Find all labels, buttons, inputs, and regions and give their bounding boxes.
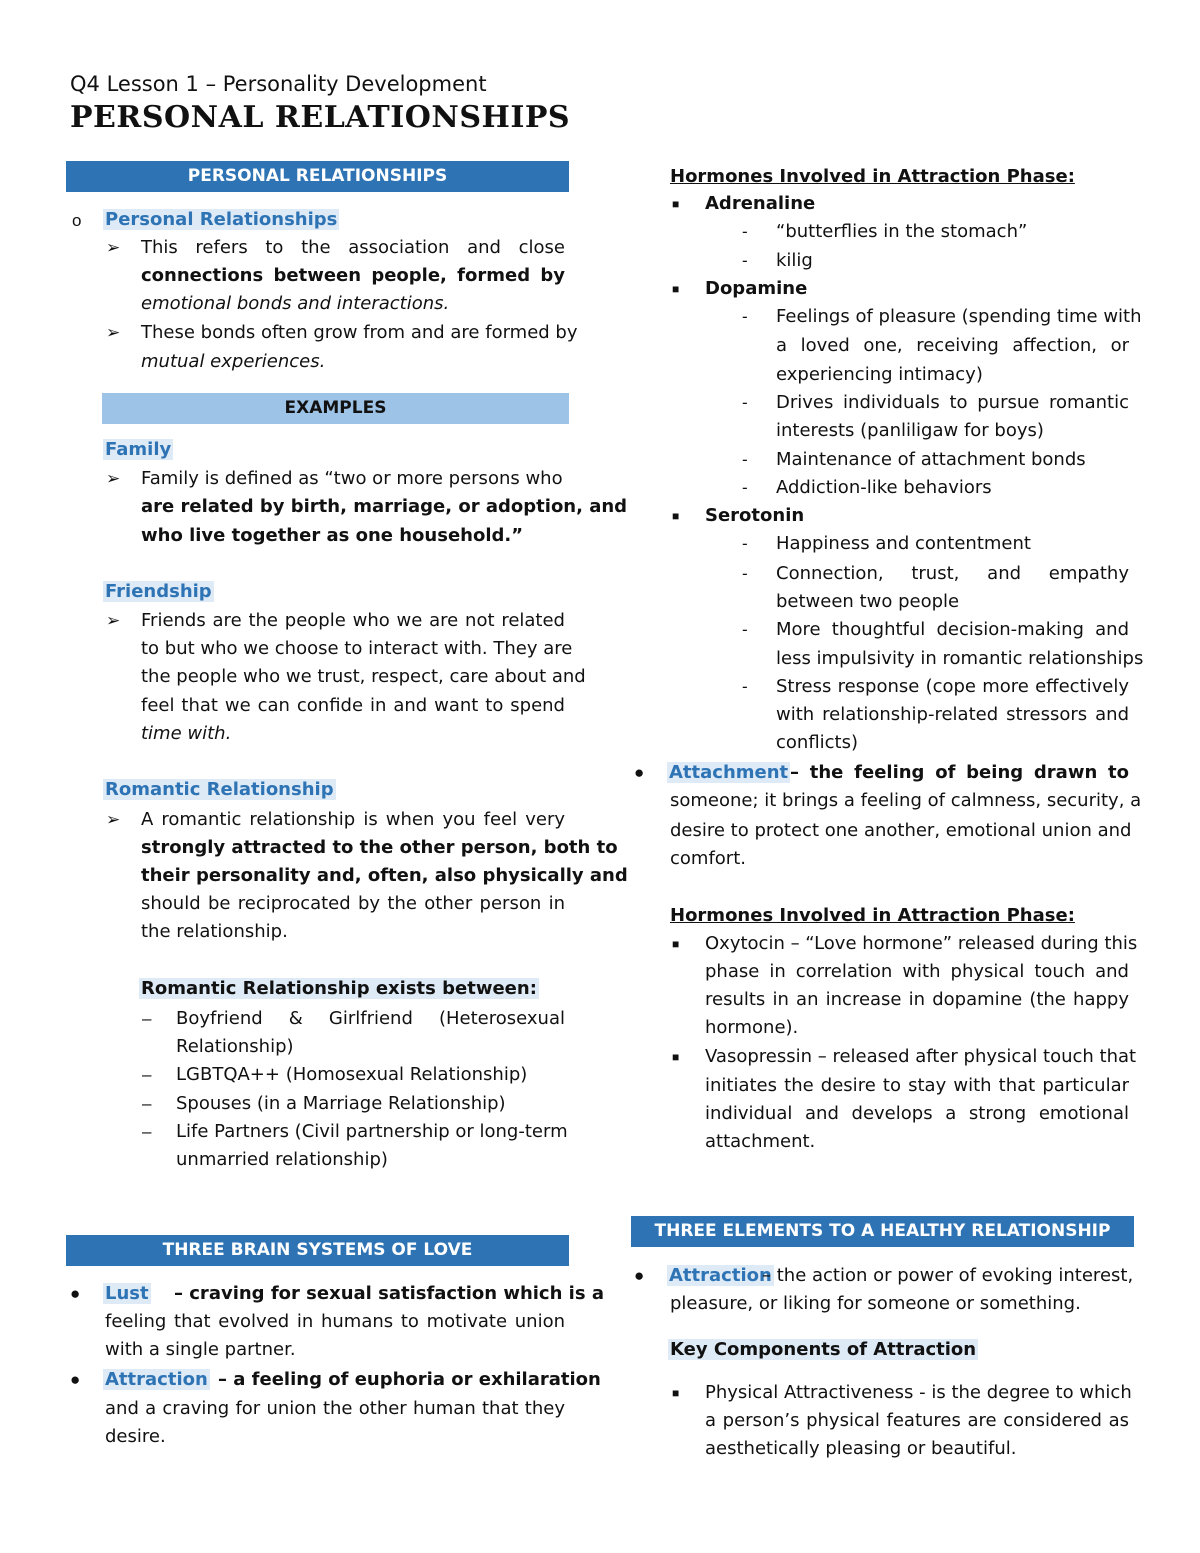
dash-bullet: -	[742, 251, 748, 270]
family-line-1: Family is defined as “two or more persons who	[141, 468, 563, 489]
romantic-exists-heading: Romantic Relationship exists between:	[141, 978, 537, 999]
hormone-adrenaline: Adrenaline	[705, 193, 816, 214]
term-friendship: Friendship	[105, 581, 212, 602]
square-bullet-icon: ■	[672, 197, 680, 211]
friend-line-1: Friends are the people who we are not related	[141, 610, 565, 631]
arrow-bullet-icon: ➢	[106, 611, 121, 630]
dopamine-item-2b: interests (panliligaw for boys)	[776, 420, 1044, 441]
dash-bullet: –	[142, 1122, 152, 1141]
square-bullet-icon: ■	[672, 937, 680, 951]
square-bullet-icon: ■	[672, 282, 680, 296]
dash-bullet: -	[742, 478, 748, 497]
friend-line-4: feel that we can confide in and want to spend	[141, 695, 565, 716]
arrow-bullet-icon: ➢	[106, 469, 121, 488]
dash-bullet: -	[742, 620, 748, 639]
dopamine-item-4: Addiction-like behaviors	[776, 477, 992, 498]
dopamine-item-3: Maintenance of attachment bonds	[776, 449, 1086, 470]
arrow-bullet-icon: ➢	[106, 810, 121, 829]
example-1a: Boyfriend & Girlfriend (Heterosexual	[176, 1008, 565, 1029]
adrenaline-item-2: kilig	[776, 250, 813, 271]
vasopressin-line-3: individual and develops a strong emotional	[705, 1103, 1129, 1124]
physical-line-1: Physical Attractiveness - is the degree to which	[705, 1382, 1132, 1403]
hormones-heading-2: Hormones Involved in Attraction Phase:	[670, 905, 1075, 926]
vasopressin-line-4: attachment.	[705, 1131, 816, 1152]
attraction-line-1: – a feeling of euphoria or exhilaration	[218, 1369, 601, 1390]
section-bar-brain-systems: THREE BRAIN SYSTEMS OF LOVE	[66, 1235, 569, 1266]
dash-bullet: -	[742, 534, 748, 553]
lesson-subtitle: Q4 Lesson 1 – Personality Development	[70, 72, 487, 96]
serotonin-item-3a: More thoughtful decision-making and	[776, 619, 1129, 640]
square-bullet-icon: ■	[672, 1386, 680, 1400]
page-title: PERSONAL RELATIONSHIPS	[70, 100, 571, 135]
lust-line-1: – craving for sexual satisfaction which is a	[174, 1283, 604, 1304]
vasopressin-line-2: initiates the desire to stay with that particular	[705, 1075, 1129, 1096]
oxytocin-line-2: phase in correlation with physical touch and	[705, 961, 1129, 982]
physical-line-3: aesthetically pleasing or beautiful.	[705, 1438, 1017, 1459]
example-1b: Relationship)	[176, 1036, 294, 1057]
hormone-dopamine: Dopamine	[705, 278, 808, 299]
example-4a: Life Partners (Civil partnership or long-term	[176, 1121, 568, 1142]
attachment-line-2: someone; it brings a feeling of calmness, security, a	[670, 790, 1142, 811]
dot-bullet-icon: ●	[634, 1266, 645, 1285]
attraction-line-2: and a craving for union the other human that they	[105, 1398, 565, 1419]
family-line-2: are related by birth, marriage, or adoption, and	[141, 496, 628, 517]
attachment-line-4: comfort.	[670, 848, 746, 869]
serotonin-item-4a: Stress response (cope more effectively	[776, 676, 1129, 697]
attraction-line-3: desire.	[105, 1426, 166, 1447]
term-attraction-2: Attraction	[669, 1265, 772, 1286]
dash-bullet: -	[742, 222, 748, 241]
dot-bullet-icon: ●	[70, 1284, 81, 1303]
dopamine-item-1b: a loved one, receiving affection, or	[776, 335, 1129, 356]
romantic-line-5: the relationship.	[141, 921, 288, 942]
lust-line-2: feeling that evolved in humans to motivate union	[105, 1311, 565, 1332]
circle-bullet-icon: o	[72, 211, 82, 230]
family-line-3: who live together as one household.”	[141, 525, 524, 546]
serotonin-item-3b: less impulsivity in romantic relationships	[776, 648, 1144, 669]
term-family: Family	[105, 439, 172, 460]
example-2: LGBTQA++ (Homosexual Relationship)	[176, 1064, 528, 1085]
attraction2-line-1: – the action or power of evoking interest,	[762, 1265, 1134, 1286]
section-bar-personal-relationships: PERSONAL RELATIONSHIPS	[66, 161, 569, 192]
key-components-heading: Key Components of Attraction	[670, 1339, 977, 1360]
serotonin-item-4b: with relationship-related stressors and	[776, 704, 1129, 725]
section-bar-examples: EXAMPLES	[102, 393, 569, 424]
term-personal-relationships: Personal Relationships	[105, 209, 338, 230]
serotonin-item-2b: between two people	[776, 591, 960, 612]
serotonin-item-4c: conflicts)	[776, 732, 859, 753]
attachment-line-3: desire to protect one another, emotional union and	[670, 820, 1132, 841]
vasopressin-line-1: Vasopressin – released after physical touch that	[705, 1046, 1137, 1067]
dot-bullet-icon: ●	[634, 763, 645, 782]
pr-line-2: connections between people, formed by	[141, 265, 565, 286]
term-attraction: Attraction	[105, 1369, 208, 1390]
dash-bullet: –	[142, 1009, 152, 1028]
dopamine-item-1c: experiencing intimacy)	[776, 364, 983, 385]
romantic-line-4: should be reciprocated by the other person in	[141, 893, 565, 914]
attraction2-line-2: pleasure, or liking for someone or something.	[670, 1293, 1081, 1314]
dopamine-item-1a: Feelings of pleasure (spending time with	[776, 306, 1142, 327]
pr-line-1: This refers to the association and close	[141, 237, 565, 258]
dash-bullet: -	[742, 307, 748, 326]
term-lust: Lust	[105, 1283, 149, 1304]
friend-line-2: to but who we choose to interact with. They are	[141, 638, 573, 659]
dash-bullet: –	[142, 1094, 152, 1113]
example-3: Spouses (in a Marriage Relationship)	[176, 1093, 506, 1114]
pr-line-4: These bonds often grow from and are formed by	[141, 322, 578, 343]
romantic-line-2: strongly attracted to the other person, both to	[141, 837, 618, 858]
term-romantic-relationship: Romantic Relationship	[105, 779, 334, 800]
physical-line-2: a person’s physical features are considered as	[705, 1410, 1129, 1431]
pr-line-5: mutual experiences.	[141, 351, 326, 372]
dash-bullet: -	[742, 450, 748, 469]
oxytocin-line-1: Oxytocin – “Love hormone” released during this	[705, 933, 1138, 954]
adrenaline-item-1: “butterflies in the stomach”	[776, 221, 1028, 242]
dash-bullet: -	[742, 677, 748, 696]
serotonin-item-1: Happiness and contentment	[776, 533, 1031, 554]
romantic-line-3: their personality and, often, also physically and	[141, 865, 628, 886]
pr-line-3: emotional bonds and interactions.	[141, 293, 450, 314]
arrow-bullet-icon: ➢	[106, 323, 121, 342]
square-bullet-icon: ■	[672, 509, 680, 523]
serotonin-item-2a: Connection, trust, and empathy	[776, 563, 1129, 584]
dash-bullet: -	[742, 564, 748, 583]
term-attachment: Attachment	[669, 762, 789, 783]
dot-bullet-icon: ●	[70, 1370, 81, 1389]
oxytocin-line-3: results in an increase in dopamine (the happy	[705, 989, 1129, 1010]
section-bar-healthy-relationship: THREE ELEMENTS TO A HEALTHY RELATIONSHIP	[631, 1216, 1134, 1247]
hormone-serotonin: Serotonin	[705, 505, 805, 526]
example-4b: unmarried relationship)	[176, 1149, 388, 1170]
attachment-line-1: – the feeling of being drawn to	[790, 762, 1129, 783]
lust-line-3: with a single partner.	[105, 1339, 296, 1360]
arrow-bullet-icon: ➢	[106, 238, 121, 257]
dopamine-item-2a: Drives individuals to pursue romantic	[776, 392, 1129, 413]
friend-line-3: the people who we trust, respect, care about and	[141, 666, 586, 687]
hormones-heading-1: Hormones Involved in Attraction Phase:	[670, 166, 1075, 187]
dash-bullet: –	[142, 1065, 152, 1084]
oxytocin-line-4: hormone).	[705, 1017, 799, 1038]
romantic-line-1: A romantic relationship is when you feel very	[141, 809, 565, 830]
square-bullet-icon: ■	[672, 1050, 680, 1064]
friend-line-5: time with.	[141, 723, 232, 744]
dash-bullet: -	[742, 393, 748, 412]
